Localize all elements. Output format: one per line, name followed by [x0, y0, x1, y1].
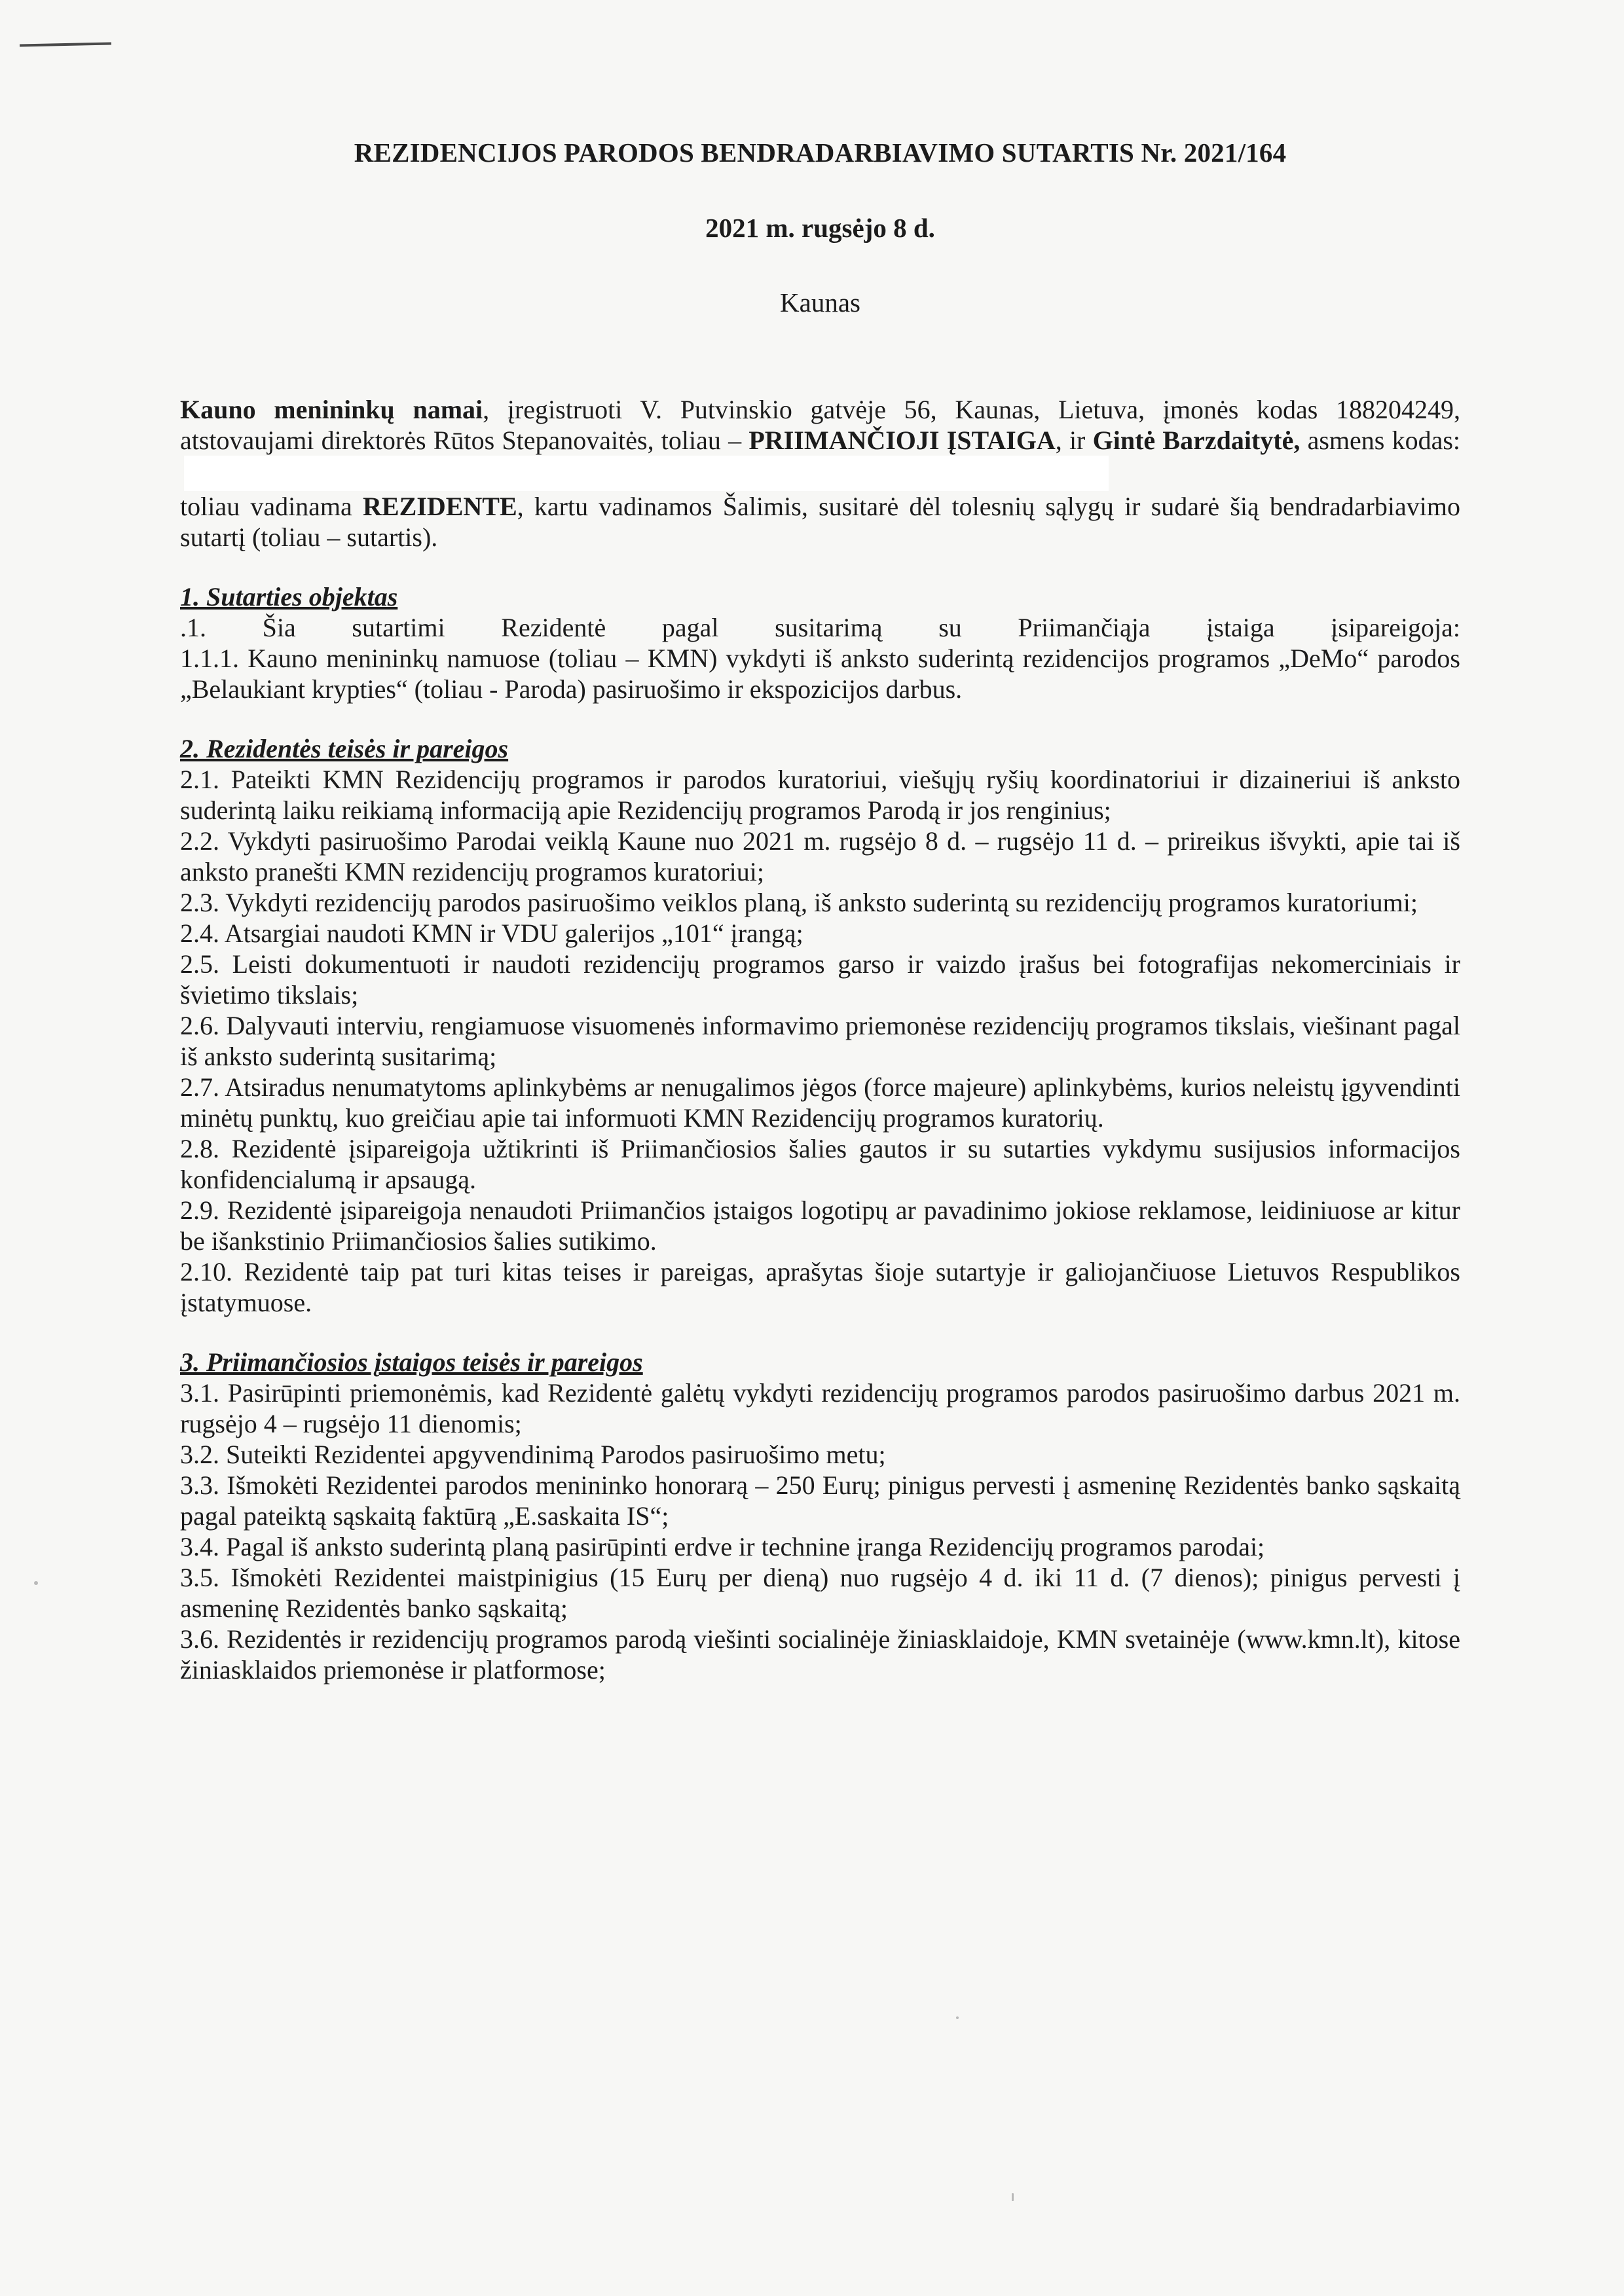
intro-line2	[180, 491, 1460, 553]
section-1	[180, 581, 1460, 704]
party1-text: , įregistruoti V. Putvinskio gatvėje 56, Kaunas, Lietuva, įmonės kodas 188204249, atstovaujami direktorės Rūtos Stepanovaitės, toliau –	[180, 395, 1460, 455]
clause-1-1-1: 1.1.1. Kauno menininkų namuose (toliau – KMN) vykdyti iš anksto suderintą rezidencijos programos „DeMo“ parodos „Belaukiant krypties“ (toliau - Paroda) pasiruošimo ir ekspozicijos darbus.	[180, 644, 1460, 704]
party1-role: PRIIMANČIOJI ĮSTAIGA	[748, 426, 1056, 455]
clause-3-6: 3.6. Rezidentės ir rezidencijų programos parodą viešinti socialinėje žiniasklaidoje, KMN svetainėje (www.kmn.lt), kitose žiniasklaidos priemonėse ir platformose;	[180, 1624, 1460, 1685]
clause-3-4: 3.4. Pagal iš anksto suderintą planą pasirūpinti erdve ir technine įranga Rezidencijų programos parodai;	[180, 1532, 1265, 1561]
clause-2-1: 2.1. Pateikti KMN Rezidencijų programos ir parodos kuratoriui, viešųjų ryšių koordinatoriui ir dizaineriui iš anksto suderintą laiku reikiamą informaciją apie Rezidencijų programos Parodą ir jos renginius;	[180, 765, 1460, 825]
clause-2-9: 2.9. Rezidentė įsipareigoja nenaudoti Priimančios įstaigos logotipų ar pavadinimo jokiose reklamose, leidiniuose ar kitur be išankstinio Priimančiosios šalies sutikimo.	[180, 1195, 1460, 1256]
section-heading: 1. Sutarties objektas	[180, 582, 398, 611]
section-3	[180, 1347, 1460, 1685]
redacted-personal-code	[184, 456, 1109, 491]
scan-speck	[34, 1581, 38, 1585]
scan-speck	[956, 2016, 959, 2019]
clause-1: .1. Šia sutartimi Rezidentė pagal susitarimą su Priimančiąja įstaiga įsipareigoja:	[180, 613, 1460, 642]
contract-page	[180, 124, 1460, 1714]
scan-speck	[1012, 2193, 1014, 2201]
party2-name: Gintė Barzdaitytė,	[1092, 426, 1301, 455]
intro-paragraph	[180, 394, 1460, 553]
intro-line2-post: , kartu vadinamos Šalimis, susitarė dėl tolesnių sąlygų ir sudarė šią bendradarbiavimo sutartį (toliau – sutartis).	[180, 492, 1460, 552]
section-heading: 3. Priimančiosios įstaigos teisės ir pareigos	[180, 1347, 643, 1377]
clause-2-5: 2.5. Leisti dokumentuoti ir naudoti rezidencijų programos garso ir vaizdo įrašus bei fotografijas nekomerciniais ir švietimo tikslais;	[180, 949, 1460, 1010]
contract-title: REZIDENCIJOS PARODOS BENDRADARBIAVIMO SUTARTIS Nr. 2021/164	[354, 137, 1287, 168]
clause-2-8: 2.8. Rezidentė įsipareigoja užtikrinti iš Priimančiosios šalies gautos ir su sutarties vykdymu susijusios informacijos konfidencialumą ir apsaugą.	[180, 1134, 1460, 1194]
clause-2-10: 2.10. Rezidentė taip pat turi kitas teises ir pareigas, aprašytas šioje sutartyje ir galiojančiuose Lietuvos Respublikos įstatymuose.	[180, 1257, 1460, 1317]
party2-text: asmens kodas:	[1300, 426, 1460, 455]
contract-city: Kaunas	[780, 287, 860, 318]
intro-line2-pre: toliau vadinama	[180, 492, 363, 521]
section-2	[180, 733, 1460, 1318]
clause-3-1: 3.1. Pasirūpinti priemonėmis, kad Rezidentė galėtų vykdyti rezidencijų programos parodos pasiruošimo darbus 2021 m. rugsėjo 4 – rugsėjo 11 dienomis;	[180, 1378, 1460, 1438]
clause-2-3: 2.3. Vykdyti rezidencijų parodos pasiruošimo veiklos planą, iš anksto suderintą su rezidencijų programos kuratoriumi;	[180, 888, 1418, 917]
clause-3-2: 3.2. Suteikti Rezidentei apgyvendinimą Parodos pasiruošimo metu;	[180, 1440, 886, 1469]
clause-2-2: 2.2. Vykdyti pasiruošimo Parodai veiklą Kaune nuo 2021 m. rugsėjo 8 d. – rugsėjo 11 d. – prireikus išvykti, apie tai iš anksto pranešti KMN rezidencijų programos kuratoriui;	[180, 826, 1460, 886]
clause-2-4: 2.4. Atsargiai naudoti KMN ir VDU galerijos „101“ įrangą;	[180, 919, 803, 948]
party1-name: Kauno menininkų namai	[180, 395, 483, 424]
clause-2-6: 2.6. Dalyvauti interviu, rengiamuose visuomenės informavimo priemonėse rezidencijų programos tikslais, viešinant pagal iš anksto suderintą susitarimą;	[180, 1011, 1460, 1071]
clause-3-5: 3.5. Išmokėti Rezidentei maistpinigius (15 Eurų per dieną) nuo rugsėjo 4 d. iki 11 d. (7 dienos); pinigus pervesti į asmeninę Rezidentės banko sąskaitą;	[180, 1563, 1460, 1623]
scan-artifact-line	[20, 43, 111, 47]
section-heading: 2. Rezidentės teisės ir pareigos	[180, 734, 509, 763]
clause-2-7: 2.7. Atsiradus nenumatytoms aplinkybėms ar nenugalimos jėgos (force majeure) aplinkybėms, kurios neleistų įgyvendinti minėtų punktų, kuo greičiau apie tai informuoti KMN Rezidencijų programos kuratorių.	[180, 1072, 1460, 1133]
clause-3-3: 3.3. Išmokėti Rezidentei parodos menininko honorarą – 250 Eurų; pinigus pervesti į asmeninę Rezidentės banko sąskaitą pagal pateiktą sąskaitą faktūrą „E.saskaita IS“;	[180, 1470, 1460, 1531]
party-connector: , ir	[1055, 426, 1093, 455]
intro-party1	[180, 394, 1460, 491]
contract-date: 2021 m. rugsėjo 8 d.	[705, 213, 935, 243]
party2-role: REZIDENTE	[363, 492, 517, 521]
